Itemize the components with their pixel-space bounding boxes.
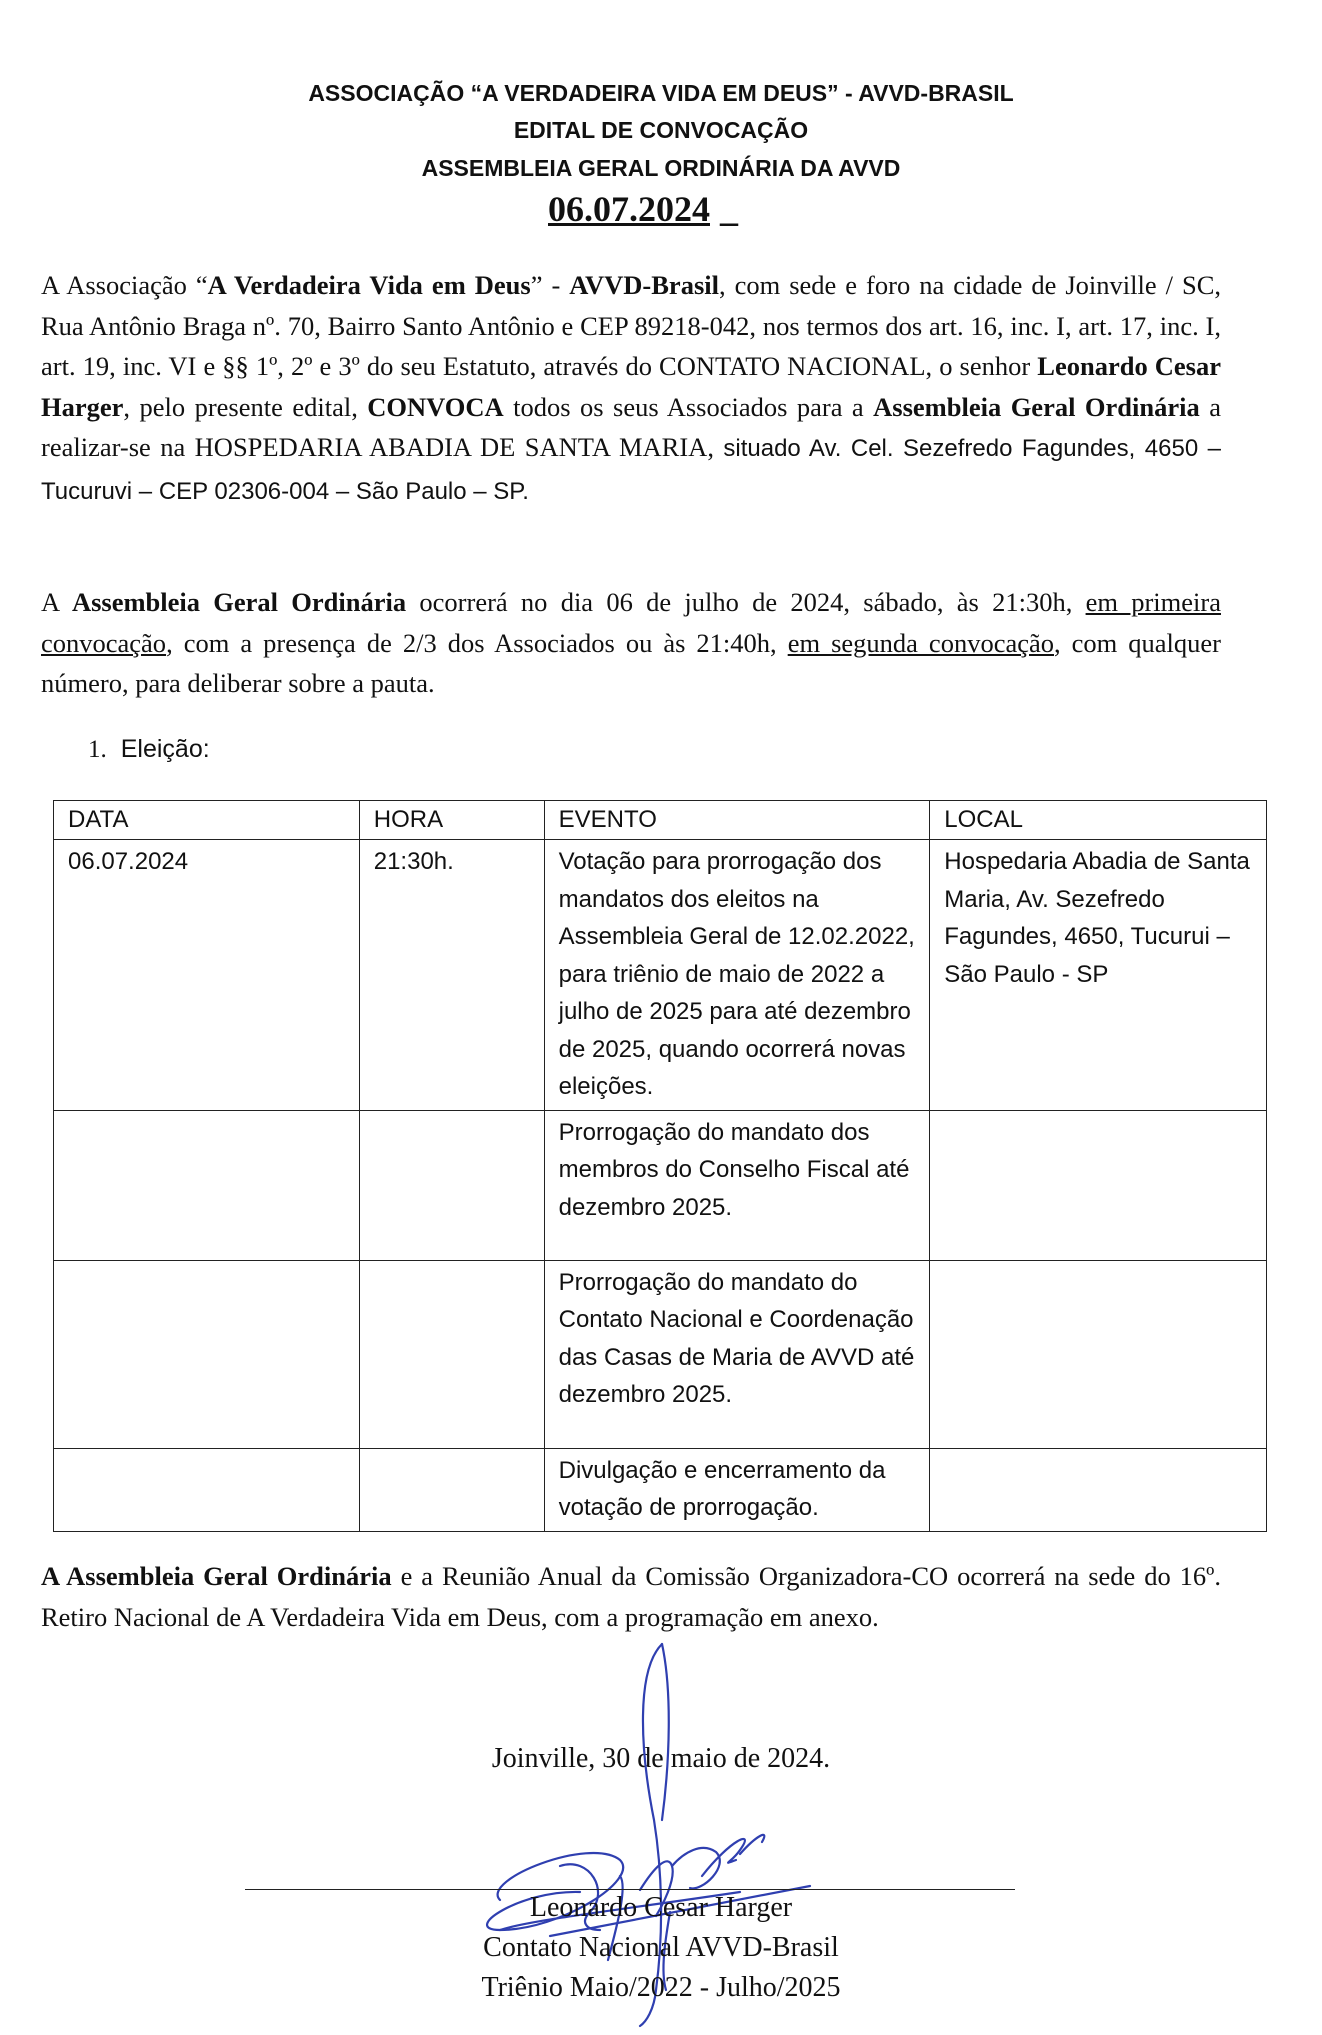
header-evento: EVENTO	[544, 801, 930, 840]
para2-first-call: em primeira convocação	[41, 587, 1221, 658]
para1-avvd-brasil: AVVD-Brasil	[569, 270, 719, 300]
header-local: LOCAL	[930, 801, 1267, 840]
para2-text-3: , com a presença de 2/3 dos Associados ou às 21:40h,	[166, 627, 788, 658]
table-row	[54, 1448, 1267, 1531]
signer-term: Triênio Maio/2022 - Julho/2025	[481, 1972, 841, 2003]
schedule-paragraph	[41, 582, 1221, 704]
header-date-tail: _	[720, 189, 738, 229]
agenda-item	[88, 735, 210, 764]
cell-hora	[359, 1110, 544, 1260]
para3-assembly: A Assembleia Geral Ordinária	[41, 1561, 392, 1591]
handwritten-signature	[440, 1630, 820, 2030]
header-hora: HORA	[359, 801, 544, 840]
cell-evento: Prorrogação do mandato do Contato Nacional e Coordenação das Casas de Maria de AVVD até dezembro 2025.	[544, 1260, 930, 1448]
para1-association-name: A Verdadeira Vida em Deus	[207, 270, 531, 300]
cell-data	[54, 1448, 360, 1531]
cell-local	[930, 1448, 1267, 1531]
agenda-item-number: 1.	[88, 736, 107, 763]
para2-text-2: ocorrerá no dia 06 de julho de 2024, sábado, às 21:30h,	[406, 587, 1086, 617]
header-association: ASSOCIAÇÃO “A VERDADEIRA VIDA EM DEUS” - AVVD-BRASIL	[308, 80, 1014, 106]
header-data: DATA	[54, 801, 360, 840]
agenda-item-label: Eleição:	[120, 735, 210, 763]
cell-hora	[359, 1260, 544, 1448]
para3-text: e a Reunião Anual da Comissão Organizadora-CO ocorrerá na sede do 16º. Retiro Nacional de A Verdadeira Vida em Deus, com a programação em anexo.	[41, 1561, 1221, 1632]
para1-address: situado Av. Cel. Sezefredo Fagundes, 4650 – Tucuruvi – CEP 02306-004 – São Paulo – SP.	[41, 435, 1222, 505]
events-table	[53, 800, 1267, 1532]
para1-text-5: todos os seus Associados para a	[503, 391, 874, 422]
para2-text-4: , com qualquer número, para deliberar sobre a pauta.	[41, 627, 1221, 698]
cell-evento: Divulgação e encerramento da votação de prorrogação.	[544, 1448, 930, 1531]
para1-text-3: , com sede e foro na cidade de Joinville / SC, Rua Antônio Braga nº. 70, Bairro Santo Antônio e CEP 89218-042, nos termos dos art. 16, inc. I, art. 17, inc. I, art. 19, inc. VI e §§ 1º, 2º e 3º do seu Estatuto, através do CONTATO NACIONAL, o senhor	[41, 270, 1221, 381]
para2-assembly: Assembleia Geral Ordinária	[71, 587, 407, 617]
para1-text-6: a realizar-se na HOSPEDARIA ABADIA DE SANTA MARIA,	[41, 391, 1221, 462]
table-row	[54, 1110, 1267, 1260]
cell-data	[54, 1260, 360, 1448]
cell-data: 06.07.2024	[54, 840, 360, 1111]
signature-line	[245, 1889, 1015, 1890]
table-row	[54, 840, 1267, 1111]
table-header-row	[54, 801, 1267, 840]
table-row	[54, 1260, 1267, 1448]
para1-assembly: Assembleia Geral Ordinária	[873, 391, 1200, 422]
para2-text-1: A	[41, 587, 72, 617]
signer-name: Leonardo Cesar Harger	[529, 1892, 793, 1923]
header-edital: EDITAL DE CONVOCAÇÃO	[513, 117, 809, 143]
place-and-date: Joinville, 30 de maio de 2024.	[491, 1743, 831, 1774]
para1-text-2: ” -	[530, 270, 570, 300]
para1-convoca: CONVOCA	[367, 391, 504, 422]
cell-local: Hospedaria Abadia de Santa Maria, Av. Sezefredo Fagundes, 4650, Tucurui – São Paulo - SP	[930, 840, 1267, 1111]
cell-hora: 21:30h.	[359, 840, 544, 1111]
cell-evento: Prorrogação do mandato dos membros do Conselho Fiscal até dezembro 2025.	[544, 1110, 930, 1260]
cell-evento: Votação para prorrogação dos mandatos dos eleitos na Assembleia Geral de 12.02.2022, para triênio de maio de 2022 a julho de 2025 para até dezembro de 2025, quando ocorrerá novas eleições.	[544, 840, 930, 1111]
para1-text-1: A Associação “	[41, 270, 208, 300]
closing-paragraph	[41, 1556, 1221, 1637]
cell-local	[930, 1110, 1267, 1260]
cell-data	[54, 1110, 360, 1260]
header-date: 06.07.2024	[548, 189, 710, 229]
para1-text-4: , pelo presente edital,	[123, 391, 368, 422]
cell-hora	[359, 1448, 544, 1531]
cell-local	[930, 1260, 1267, 1448]
para1-contact-name: Leonardo Cesar Harger	[41, 351, 1221, 422]
header-assembly: ASSEMBLEIA GERAL ORDINÁRIA DA AVVD	[421, 155, 901, 181]
convocation-paragraph	[41, 265, 1221, 512]
signer-role: Contato Nacional AVVD-Brasil	[483, 1932, 839, 1963]
para2-second-call: em segunda convocação	[787, 627, 1054, 658]
